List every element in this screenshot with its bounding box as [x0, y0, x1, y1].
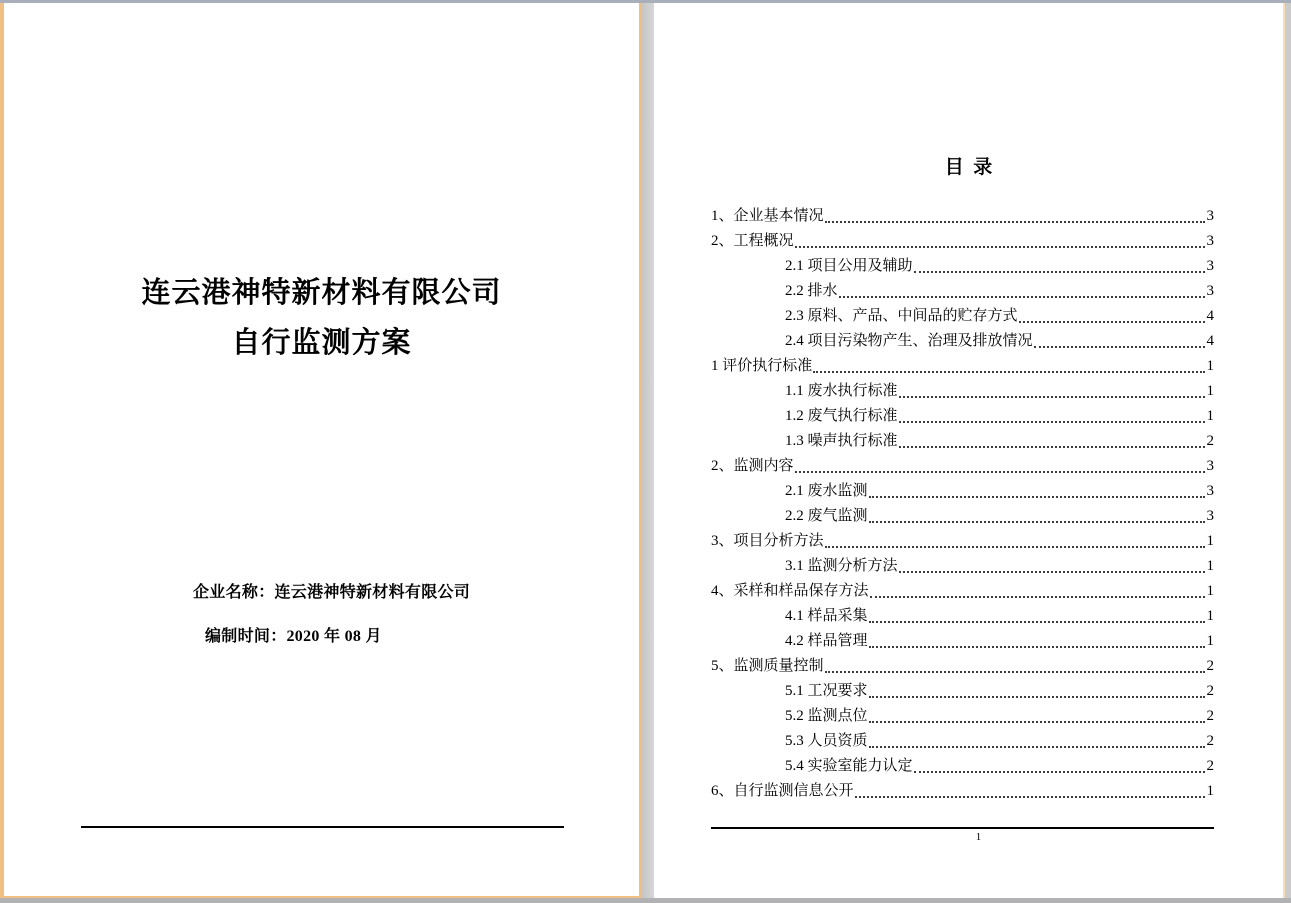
toc-dot-leader: [899, 446, 1205, 448]
toc-entry-page-number: 1: [1206, 558, 1214, 574]
toc-entry-page-number: 2: [1206, 708, 1214, 724]
toc-entry-label: 1.1 废水执行标准: [785, 383, 898, 399]
toc-entry-page-number: 1: [1206, 608, 1214, 624]
toc-entry: [711, 379, 1214, 404]
toc-dot-leader: [899, 571, 1205, 573]
toc-dot-leader: [869, 621, 1205, 623]
toc-entry: [711, 254, 1214, 279]
toc-dot-leader: [869, 496, 1205, 498]
cover-footer-rule: [81, 826, 564, 828]
toc-dot-leader: [825, 221, 1205, 223]
page-gap: [641, 0, 654, 903]
toc-entry-label: 4、采样和样品保存方法: [711, 583, 869, 599]
toc-entry-page-number: 3: [1206, 458, 1214, 474]
toc-entry-page-number: 2: [1206, 433, 1214, 449]
cover-page: [0, 2, 641, 899]
toc-entry-page-number: 3: [1206, 508, 1214, 524]
toc-entry-label: 2、监测内容: [711, 458, 794, 474]
toc-entry-page-number: 1: [1206, 358, 1214, 374]
toc-entry-page-number: 2: [1206, 758, 1214, 774]
toc-dot-leader: [855, 796, 1205, 798]
toc-entry-label: 3、项目分析方法: [711, 533, 824, 549]
toc-entry-label: 5.3 人员资质: [785, 733, 868, 749]
toc-entry-page-number: 1: [1206, 383, 1214, 399]
company-title: 连云港神特新材料有限公司: [141, 277, 502, 309]
toc-entry: [711, 429, 1214, 454]
toc-entry-label: 1、企业基本情况: [711, 208, 824, 224]
toc-entry: [711, 229, 1214, 254]
toc-entry: [711, 479, 1214, 504]
toc-entry: [711, 629, 1214, 654]
toc-entry-page-number: 2: [1206, 683, 1214, 699]
toc-entry-label: 5、监测质量控制: [711, 658, 824, 674]
toc-entry: [711, 679, 1214, 704]
toc-entry: [711, 704, 1214, 729]
toc-entry-label: 5.1 工况要求: [785, 683, 868, 699]
toc-entry-page-number: 1: [1206, 408, 1214, 424]
toc-entry-page-number: 1: [1206, 633, 1214, 649]
toc-dot-leader: [1034, 346, 1205, 348]
toc-entry: [711, 579, 1214, 604]
toc-entry: [711, 529, 1214, 554]
toc-entry: [711, 329, 1214, 354]
toc-dot-leader: [869, 646, 1205, 648]
toc-dot-leader: [870, 596, 1205, 598]
toc-title: 目 录: [944, 157, 993, 178]
toc-dot-leader: [1019, 321, 1205, 323]
toc-dot-leader: [825, 671, 1205, 673]
toc-entry-page-number: 1: [1206, 583, 1214, 599]
toc-entry: [711, 754, 1214, 779]
toc-entry-label: 2.2 排水: [785, 283, 838, 299]
toc-entry: [711, 554, 1214, 579]
toc-dot-leader: [899, 396, 1205, 398]
toc-entry-page-number: 3: [1206, 208, 1214, 224]
toc-entry-page-number: 4: [1206, 308, 1214, 324]
toc-dot-leader: [795, 246, 1205, 248]
toc-entry-label: 2.3 原料、产品、中间品的贮存方式: [785, 308, 1018, 324]
page-number: 1: [975, 831, 982, 843]
toc-dot-leader: [795, 471, 1205, 473]
window-top-edge: [0, 0, 1291, 3]
toc-entry-label: 5.2 监测点位: [785, 708, 868, 724]
toc-entry-page-number: 2: [1206, 733, 1214, 749]
toc-entry: [711, 454, 1214, 479]
toc-dot-leader: [869, 696, 1205, 698]
toc-entry-page-number: 3: [1206, 258, 1214, 274]
toc-entry-page-number: 4: [1206, 333, 1214, 349]
window-bottom-edge: [0, 898, 1291, 903]
toc-entry: [711, 504, 1214, 529]
toc-entry-label: 4.2 样品管理: [785, 633, 868, 649]
toc-dot-leader: [869, 746, 1205, 748]
document-title-block: [4, 268, 639, 368]
document-subtitle: 自行监测方案: [231, 327, 412, 359]
toc-entry-page-number: 3: [1206, 483, 1214, 499]
toc-entry-label: 5.4 实验室能力认定: [785, 758, 913, 774]
toc-dot-leader: [813, 371, 1204, 373]
company-name-line: 企业名称：连云港神特新材料有限公司: [193, 584, 471, 601]
toc-entry: [711, 779, 1214, 804]
toc-entry: [711, 204, 1214, 229]
toc-entry: [711, 404, 1214, 429]
toc-entry-label: 6、自行监测信息公开: [711, 783, 854, 799]
toc-dot-leader: [869, 721, 1205, 723]
toc-dot-leader: [899, 421, 1205, 423]
toc-entry-label: 2、工程概况: [711, 233, 794, 249]
toc-dot-leader: [914, 271, 1205, 273]
toc-entry-label: 1 评价执行标准: [711, 358, 813, 374]
toc-dot-leader: [914, 771, 1205, 773]
toc-entry: [711, 354, 1214, 379]
compile-date-line: 编制时间：2020 年 08 月: [205, 628, 382, 645]
toc-entry: [711, 604, 1214, 629]
toc-list: [711, 204, 1214, 804]
toc-footer-rule: [711, 827, 1214, 829]
toc-entry: [711, 729, 1214, 754]
toc-entry: [711, 654, 1214, 679]
toc-entry-label: 1.3 噪声执行标准: [785, 433, 898, 449]
toc-entry: [711, 279, 1214, 304]
toc-entry-page-number: 3: [1206, 283, 1214, 299]
toc-entry: [711, 304, 1214, 329]
toc-entry-label: 2.1 项目公用及辅助: [785, 258, 913, 274]
toc-entry-page-number: 3: [1206, 233, 1214, 249]
toc-entry-label: 2.2 废气监测: [785, 508, 868, 524]
toc-entry-page-number: 2: [1206, 658, 1214, 674]
toc-entry-label: 1.2 废气执行标准: [785, 408, 898, 424]
toc-dot-leader: [825, 546, 1205, 548]
toc-dot-leader: [869, 521, 1205, 523]
toc-entry-page-number: 1: [1206, 783, 1214, 799]
toc-dot-leader: [839, 296, 1205, 298]
toc-entry-label: 3.1 监测分析方法: [785, 558, 898, 574]
toc-entry-page-number: 1: [1206, 533, 1214, 549]
toc-page: [654, 2, 1285, 899]
toc-entry-label: 4.1 样品采集: [785, 608, 868, 624]
toc-entry-label: 2.1 废水监测: [785, 483, 868, 499]
toc-entry-label: 2.4 项目污染物产生、治理及排放情况: [785, 333, 1033, 349]
